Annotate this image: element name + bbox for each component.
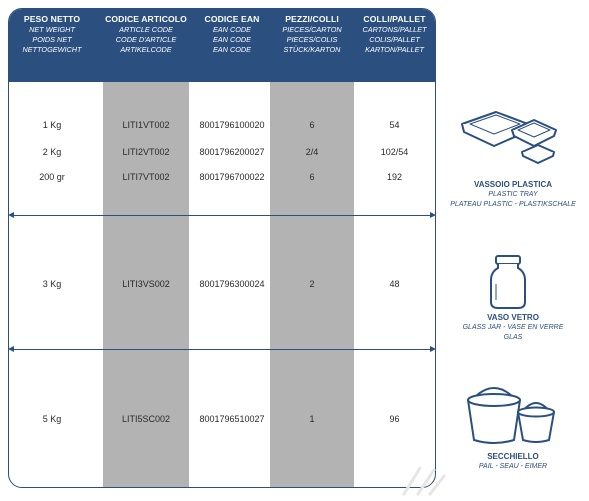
cell-article-code: LITI3VS002: [122, 279, 170, 289]
cell-pieces: 6: [309, 172, 315, 182]
cell-weight: 2 Kg: [42, 147, 62, 157]
package-subtitle: PLATEAU PLASTIC - PLASTIKSCHALE: [450, 201, 576, 208]
cell-ean: 8001796300024: [199, 279, 265, 289]
pail-icon: [464, 382, 560, 451]
header-sub-label: EAN CODE: [212, 35, 252, 44]
cell-cartons: 96: [389, 414, 400, 424]
cell-cartons: 192: [386, 172, 403, 182]
header-net-weight: [9, 14, 95, 55]
header-pieces-carton: [270, 14, 354, 55]
header-main-label: PESO NETTO: [23, 14, 81, 24]
cell-weight: 3 Kg: [42, 279, 62, 289]
header-sub-label: ARTIKELCODE: [120, 45, 172, 54]
package-title: VASO VETRO: [487, 313, 539, 322]
cell-article-code: LITI2VT002: [122, 147, 170, 157]
cell-cartons: 102/54: [380, 147, 409, 157]
cell-pieces: 2/4: [305, 147, 319, 157]
header-sub-label: STÜCK/KARTON: [283, 45, 341, 54]
header-sub-label: ARTICLE CODE: [119, 25, 173, 34]
cell-pieces: 6: [309, 120, 315, 130]
header-main-label: PEZZI/COLLI: [285, 14, 339, 24]
package-subtitle: GLASS JAR - VASE EN VERRE: [462, 324, 564, 331]
header-sub-label: PIECES/COLIS: [286, 35, 338, 44]
cell-ean: 8001796700022: [199, 172, 265, 182]
cell-article-code: LITI5SC002: [121, 414, 171, 424]
table-header: [9, 9, 435, 82]
header-sub-label: EAN CODE: [212, 45, 252, 54]
header-article-code: [103, 14, 189, 55]
cell-ean: 8001796100020: [199, 120, 265, 130]
divider-arrow-right: [430, 212, 436, 218]
header-sub-label: NETTOGEWICHT: [22, 45, 82, 54]
header-sub-label: KARTON/PALLET: [365, 45, 424, 54]
cell-ean: 8001796200027: [199, 147, 265, 157]
package-glass-jar: [440, 313, 586, 343]
header-sub-label: NET WEIGHT: [29, 25, 75, 34]
cell-weight: 1 Kg: [42, 120, 62, 130]
package-title: VASSOIO PLASTICA: [473, 180, 553, 189]
cell-cartons: 48: [389, 279, 400, 289]
header-sub-label: COLIS/PALLET: [369, 35, 420, 44]
header-sub-label: CODE D'ARTICLE: [115, 35, 177, 44]
header-ean-code: [189, 14, 275, 55]
plastic-tray-icon: [452, 108, 564, 173]
package-subtitle: PLASTIC TRAY: [488, 191, 538, 198]
section-divider: [10, 349, 434, 350]
decorative-watermark: [400, 460, 480, 501]
glass-jar-icon: [488, 254, 528, 315]
cell-ean: 8001796510027: [199, 414, 265, 424]
cell-article-code: LITI1VT002: [122, 120, 170, 130]
header-cartons-pallet: [354, 14, 435, 55]
divider-arrow-left: [8, 346, 14, 352]
cell-pieces: 2: [309, 279, 315, 289]
package-subtitle: GLAS: [503, 334, 523, 341]
cell-weight: 200 gr: [39, 172, 65, 182]
divider-arrow-left: [8, 212, 14, 218]
header-sub-label: CARTONS/PALLET: [362, 25, 427, 34]
package-subtitle: PAIL - SEAU - EIMER: [478, 463, 548, 470]
header-sub-label: POIDS NET: [32, 35, 72, 44]
header-main-label: CODICE EAN: [204, 14, 260, 24]
cell-pieces: 1: [309, 414, 315, 424]
header-sub-label: PIECES/CARTON: [282, 25, 342, 34]
cell-weight: 5 Kg: [42, 414, 62, 424]
cell-article-code: LITI7VT002: [122, 172, 170, 182]
product-table: [8, 8, 436, 488]
header-main-label: CODICE ARTICOLO: [105, 14, 187, 24]
cell-cartons: 54: [389, 120, 400, 130]
header-main-label: COLLI/PALLET: [363, 14, 426, 24]
divider-arrow-right: [430, 346, 436, 352]
header-sub-label: EAN CODE: [212, 25, 252, 34]
package-plastic-tray: [440, 180, 586, 210]
package-title: SECCHIELLO: [487, 452, 539, 461]
section-divider: [10, 215, 434, 216]
